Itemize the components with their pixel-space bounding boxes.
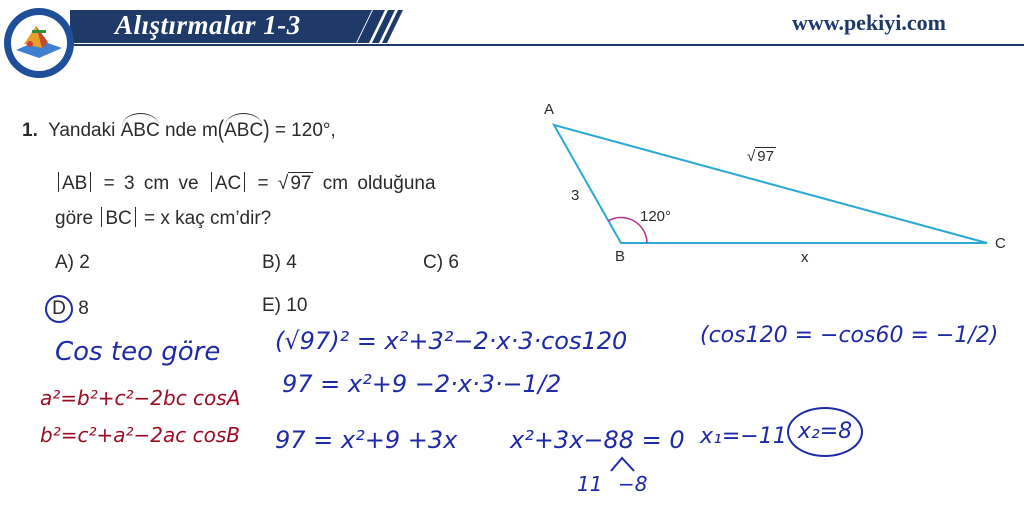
question-text: = 3 cm ve <box>103 173 199 194</box>
factor-2: −8 <box>618 472 648 496</box>
sqrt-radicand: 97 <box>290 173 312 194</box>
note-title: Cos teo göre <box>55 337 221 367</box>
segment-ac: AC <box>214 173 242 194</box>
segment-ab: AB <box>62 173 88 194</box>
question-text: nde m <box>164 120 218 141</box>
choice-b[interactable]: B) 4 <box>262 252 297 273</box>
question-line-2 <box>55 172 436 195</box>
choice-d[interactable] <box>45 295 89 323</box>
angle-abc: ABC <box>120 120 160 141</box>
factor-1: 11 <box>577 472 603 496</box>
formula-cos-a: a²=b²+c²−2bc cosA <box>40 386 241 410</box>
cos-aside: (cos120 = −cos60 = −1/2) <box>700 323 999 348</box>
question-number: 1. <box>22 120 38 141</box>
question-line-1: 1. Yandaki ABC nde m(ABC) = 120°, <box>22 116 336 144</box>
angle-abc: ABC <box>224 120 264 141</box>
question-text: cm olduğuna <box>322 173 436 194</box>
solution-step-4: x²+3x−88 = 0 <box>510 426 685 454</box>
solution-step-2: 97 = x²+9 −2·x·3·−1/2 <box>282 370 562 398</box>
side-ac-label: √ 97 <box>747 148 774 165</box>
vertex-c-label: C <box>995 235 1006 252</box>
question-text: göre <box>55 208 94 229</box>
question-text: Yandaki <box>48 120 116 141</box>
sqrt-expression: √ 97 <box>277 173 312 194</box>
vertex-b-label: B <box>615 248 626 265</box>
side-ab-label: 3 <box>571 187 580 204</box>
choice-a[interactable]: A) 2 <box>55 252 90 273</box>
triangle-figure <box>530 95 1024 275</box>
choice-d-circled-letter: D <box>45 295 73 323</box>
formula-cos-b: b²=c²+a²−2ac cosB <box>40 423 240 447</box>
question-text: = <box>257 173 269 194</box>
question-text: = 120°, <box>274 120 336 141</box>
choice-e[interactable]: E) 10 <box>262 295 308 316</box>
side-ac-radicand: 97 <box>757 148 774 165</box>
angle-b-label: 120° <box>640 208 672 225</box>
question-text: = x kaç cm’dir? <box>144 208 272 229</box>
choice-c[interactable]: C) 6 <box>423 252 459 273</box>
logo-icon <box>2 6 76 80</box>
vertex-a-label: A <box>544 101 555 118</box>
choice-d-value: 8 <box>78 298 89 319</box>
solution-step-1: (√97)² = x²+3²−2·x·3·cos120 <box>275 327 628 355</box>
segment-bc: BC <box>105 208 132 229</box>
site-url[interactable]: www.pekiyi.com <box>792 10 946 35</box>
logo-badge <box>2 6 76 80</box>
page-title: Alıştırmalar 1-3 <box>115 10 301 40</box>
root-1: x₁=−11 <box>700 424 787 449</box>
root-2: x₂=8 <box>787 407 863 457</box>
solution-step-3: 97 = x²+9 +3x <box>275 426 458 454</box>
side-bc-label: x <box>801 249 809 266</box>
question-line-3 <box>55 207 271 230</box>
triangle-abc <box>554 125 987 243</box>
